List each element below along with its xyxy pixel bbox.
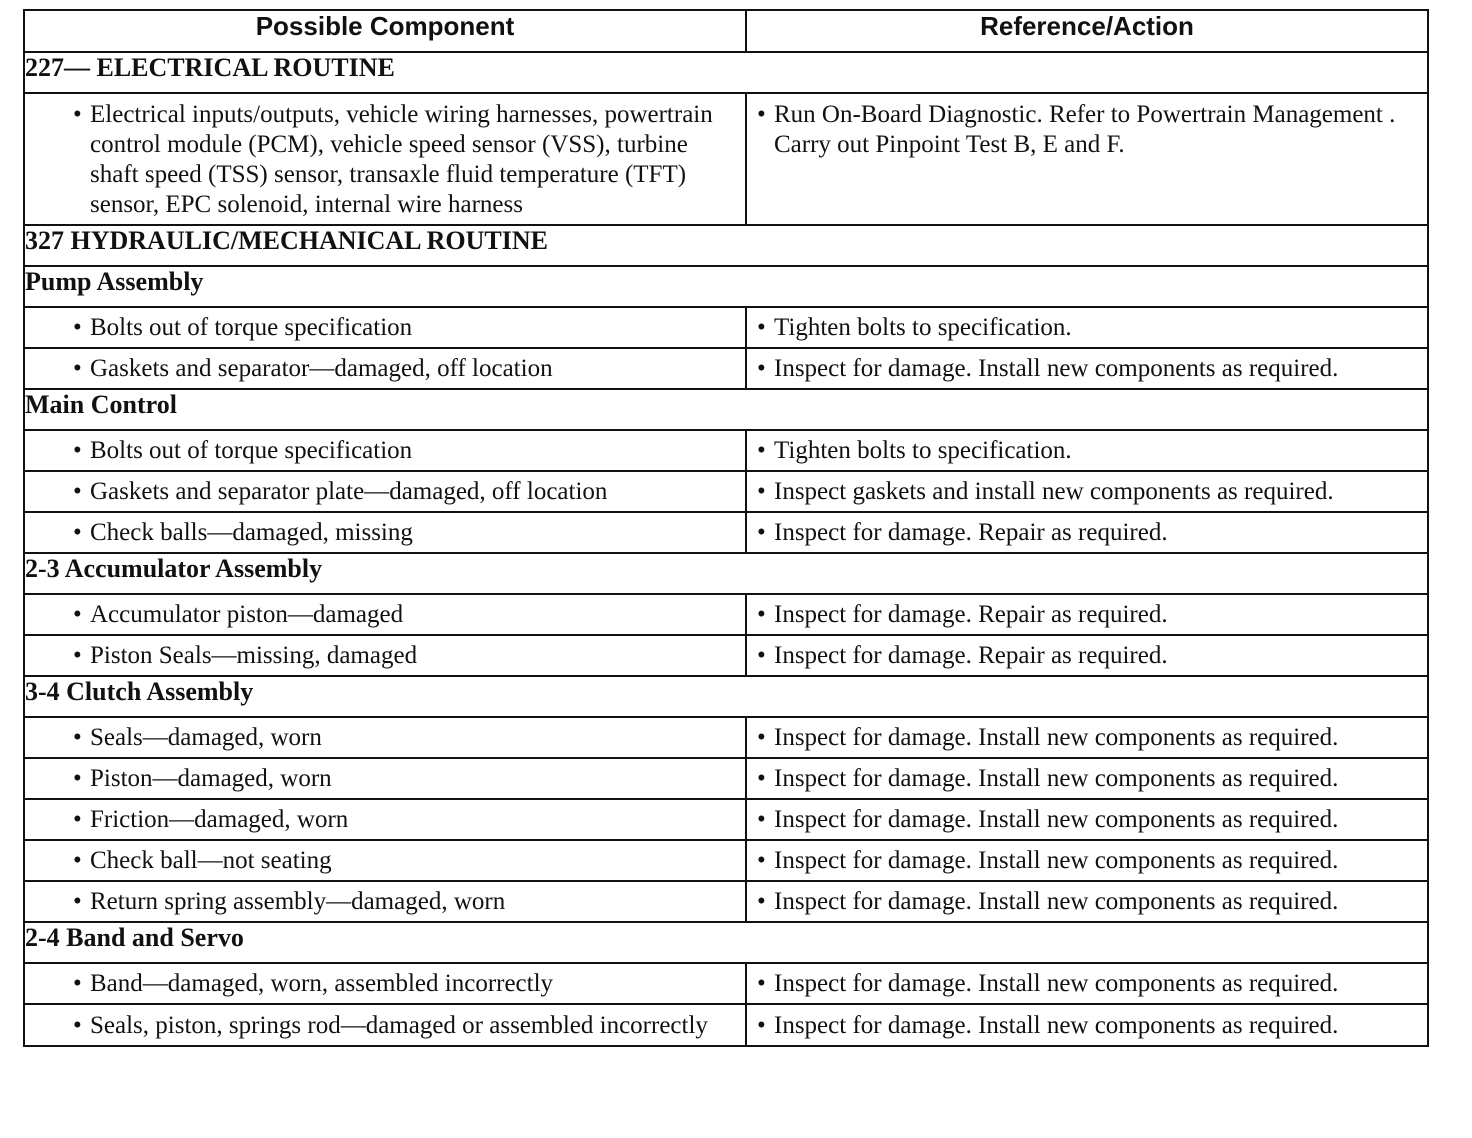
bullet-icon: • xyxy=(757,354,766,382)
action-text: Carry out Pinpoint Test B, E and F. xyxy=(774,131,1125,158)
section-row xyxy=(24,389,1428,430)
action-text: Inspect for damage. Install new components as required. xyxy=(774,887,1339,915)
action-text: Tighten bolts to specification. xyxy=(774,436,1072,464)
table-row xyxy=(24,512,1428,553)
component-text: Seals—damaged, worn xyxy=(90,723,322,751)
component-cell xyxy=(24,1004,746,1046)
table-row xyxy=(24,635,1428,676)
bullet-icon: • xyxy=(757,313,766,341)
section-title: 3-4 Clutch Assembly xyxy=(24,676,1428,717)
bullet-icon: • xyxy=(73,887,82,915)
component-cell xyxy=(24,348,746,389)
table-row xyxy=(24,963,1428,1004)
action-text: Inspect for damage. Install new components as required. xyxy=(774,805,1339,833)
table-row xyxy=(24,758,1428,799)
bullet-icon: • xyxy=(757,723,766,751)
component-text: Bolts out of torque specification xyxy=(90,436,413,464)
table-row xyxy=(24,1004,1428,1046)
action-cell xyxy=(746,471,1428,512)
section-title: Pump Assembly xyxy=(24,266,1428,307)
table-row xyxy=(24,799,1428,840)
bullet-icon: • xyxy=(73,641,82,669)
component-text: Bolts out of torque specification xyxy=(90,313,413,341)
action-cell xyxy=(746,348,1428,389)
component-cell xyxy=(24,594,746,635)
component-text: Gaskets and separator plate—damaged, off location xyxy=(90,477,608,505)
table-row xyxy=(24,840,1428,881)
component-cell xyxy=(24,430,746,471)
section-row xyxy=(24,225,1428,266)
bullet-icon: • xyxy=(73,518,82,546)
component-text: Electrical inputs/outputs, vehicle wiring harnesses, powertrain control module (PCM), vehicle speed sensor (VSS), turbine shaft speed (TSS) sensor, transaxle fluid temperature (TFT) sensor, EPC solenoid, internal wire harness xyxy=(90,101,713,218)
action-text: Inspect gaskets and install new components as required. xyxy=(774,477,1334,505)
bullet-icon: • xyxy=(757,436,766,464)
action-text: Inspect for damage. Repair as required. xyxy=(774,600,1168,628)
component-cell xyxy=(24,512,746,553)
bullet-icon: • xyxy=(757,764,766,792)
action-cell xyxy=(746,881,1428,922)
action-text: Inspect for damage. Install new components as required. xyxy=(774,354,1339,382)
section-title: 327 HYDRAULIC/MECHANICAL ROUTINE xyxy=(24,225,1428,266)
section-title: 2-4 Band and Servo xyxy=(24,922,1428,963)
bullet-icon: • xyxy=(757,600,766,628)
action-cell xyxy=(746,1004,1428,1046)
header-row xyxy=(24,10,1428,52)
bullet-icon: • xyxy=(73,723,82,751)
component-text: Check balls—damaged, missing xyxy=(90,518,413,546)
section-row xyxy=(24,52,1428,93)
component-cell xyxy=(24,963,746,1004)
action-cell xyxy=(746,799,1428,840)
component-cell xyxy=(24,799,746,840)
action-cell xyxy=(746,594,1428,635)
bullet-icon: • xyxy=(757,887,766,915)
action-cell xyxy=(746,758,1428,799)
bullet-icon: • xyxy=(757,101,766,128)
component-cell xyxy=(24,471,746,512)
bullet-icon: • xyxy=(73,101,82,128)
diagnostic-table xyxy=(23,9,1429,1047)
section-row xyxy=(24,922,1428,963)
bullet-icon: • xyxy=(73,477,82,505)
component-text: Piston Seals—missing, damaged xyxy=(90,641,418,669)
bullet-icon: • xyxy=(757,518,766,546)
bullet-icon: • xyxy=(757,641,766,669)
action-cell xyxy=(746,840,1428,881)
component-cell xyxy=(24,635,746,676)
bullet-icon: • xyxy=(73,600,82,628)
action-text: Inspect for damage. Install new components as required. xyxy=(774,846,1339,874)
action-cell xyxy=(746,93,1428,225)
bullet-icon: • xyxy=(73,846,82,874)
action-cell xyxy=(746,512,1428,553)
bullet-icon: • xyxy=(73,1012,82,1039)
bullet-icon: • xyxy=(73,764,82,792)
bullet-icon: • xyxy=(757,477,766,505)
table-row xyxy=(24,881,1428,922)
action-cell xyxy=(746,963,1428,1004)
bullet-icon: • xyxy=(73,969,82,997)
table-row xyxy=(24,594,1428,635)
component-text: Seals, piston, springs rod—damaged or assembled incorrectly xyxy=(90,1012,708,1039)
component-text: Piston—damaged, worn xyxy=(90,764,332,792)
component-text: Band—damaged, worn, assembled incorrectly xyxy=(90,969,554,997)
action-cell xyxy=(746,717,1428,758)
bullet-icon: • xyxy=(73,354,82,382)
bullet-icon: • xyxy=(73,805,82,833)
action-text: Inspect for damage. Install new components as required. xyxy=(774,764,1339,792)
action-text: Inspect for damage. Install new components as required. xyxy=(774,723,1339,751)
section-row xyxy=(24,266,1428,307)
table-row xyxy=(24,471,1428,512)
table-row xyxy=(24,430,1428,471)
section-row xyxy=(24,553,1428,594)
bullet-icon: • xyxy=(757,969,766,997)
action-text: Run On-Board Diagnostic. Refer to Powertrain Management . xyxy=(774,101,1396,128)
action-text: Tighten bolts to specification. xyxy=(774,313,1072,341)
bullet-icon: • xyxy=(757,805,766,833)
component-text: Friction—damaged, worn xyxy=(90,805,349,833)
table-row xyxy=(24,307,1428,348)
table-row xyxy=(24,348,1428,389)
action-text: Inspect for damage. Install new components as required. xyxy=(774,1012,1339,1039)
action-cell xyxy=(746,635,1428,676)
bullet-icon: • xyxy=(757,846,766,874)
header-component: Possible Component xyxy=(24,10,746,52)
header-action: Reference/Action xyxy=(746,10,1428,52)
section-row xyxy=(24,676,1428,717)
component-cell xyxy=(24,717,746,758)
action-cell xyxy=(746,430,1428,471)
section-title: 227— ELECTRICAL ROUTINE xyxy=(24,52,1428,93)
component-cell xyxy=(24,758,746,799)
action-text: Inspect for damage. Repair as required. xyxy=(774,518,1168,546)
action-text: Inspect for damage. Install new components as required. xyxy=(774,969,1339,997)
component-text: Accumulator piston—damaged xyxy=(90,600,404,628)
component-cell xyxy=(24,840,746,881)
bullet-icon: • xyxy=(73,436,82,464)
component-cell xyxy=(24,881,746,922)
section-title: Main Control xyxy=(24,389,1428,430)
bullet-icon: • xyxy=(757,1012,766,1039)
action-text: Inspect for damage. Repair as required. xyxy=(774,641,1168,669)
component-text: Check ball—not seating xyxy=(90,846,332,874)
component-text: Return spring assembly—damaged, worn xyxy=(90,887,506,915)
component-cell xyxy=(24,93,746,225)
table-row xyxy=(24,93,1428,225)
component-text: Gaskets and separator—damaged, off location xyxy=(90,354,553,382)
bullet-icon: • xyxy=(73,313,82,341)
section-title: 2-3 Accumulator Assembly xyxy=(24,553,1428,594)
component-cell xyxy=(24,307,746,348)
table-row xyxy=(24,717,1428,758)
action-cell xyxy=(746,307,1428,348)
